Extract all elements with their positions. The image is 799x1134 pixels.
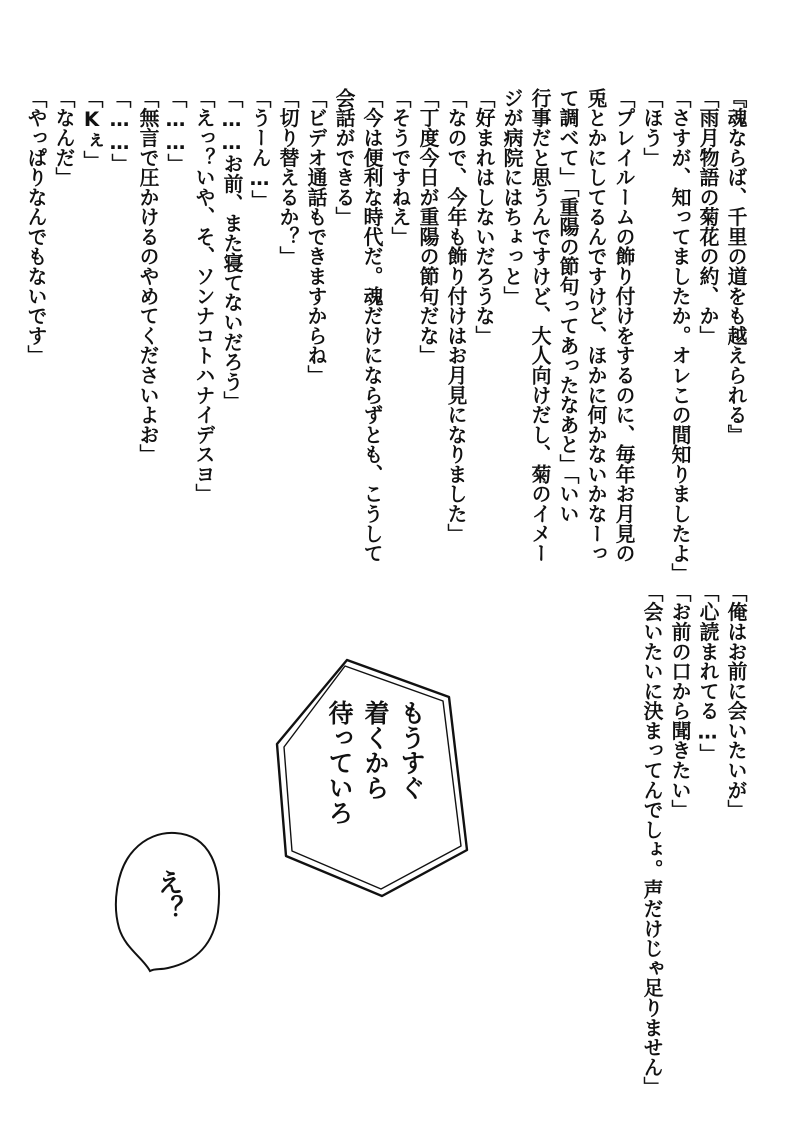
dialogue-line: 「……」 [108,88,131,174]
dialogue-line: 「……お前、また寝てないだろう」 [220,88,243,412]
dialogue-line: 『魂ならば、千里の道をも越えられる』 [724,88,747,445]
hexagon-bubble-line: 着くから [361,700,390,800]
dialogue-line: 「Kぇ」 [80,88,103,171]
dialogue-line: 「うーん…」 [248,88,271,210]
oval-bubble-text: え？ [153,869,183,921]
dialogue-line: 「丁度今日が重陽の節句だな」 [416,88,439,366]
dialogue-line: 「好まれはしないだろうな」 [472,88,495,346]
hexagon-bubble-line: 待っていろ [325,700,354,825]
dialogue-line: ジが病院にはちょっと」 [500,88,523,306]
dialogue-line: 「そうですねえ」 [388,88,411,247]
dialogue-line: 「会いたいに決まってんでしょ。声だけじゃ足りません」 [640,582,663,1097]
dialogue-line: て調べて」「重陽の節句ってあったなあと」「いい [556,88,579,524]
hexagon-bubble-text [321,700,429,825]
dialogue-line: 「ビデオ通話もできますからね」 [304,88,327,385]
dialogue-line: 「お前の口から聞きたい」 [668,582,691,820]
dialogue-line: 「えっ？いや、そ、ソンナコトハナイデスヨ」 [192,88,215,504]
hexagon-bubble-line: もうすぐ [397,700,426,800]
dialogue-line: 行事だと思うんですけど、大人向けだし、菊のイメー [528,88,551,563]
dialogue-line: 「なんだ」 [52,88,75,187]
dialogue-line: 「さすが、知ってましたか。オレこの間知りましたよ」 [668,88,691,583]
dialogue-line: 「……」 [164,88,187,174]
dialogue-line: 「今は便利な時代だ。魂だけにならずとも、こうして [360,88,383,563]
dialogue-line: 会話ができる」 [332,88,355,227]
dialogue-line: 兎とかにしてるんですけど、ほかに何かないかなーっ [584,88,607,563]
dialogue-line: 「やっぱりなんでもないです」 [24,88,47,366]
dialogue-line: 「切り替えるか？」 [276,88,299,267]
dialogue-line: 「なので、今年も飾り付けはお月見になりました」 [444,88,467,544]
dialogue-line: 「無言で圧かけるのやめてくださいよお」 [136,88,159,465]
dialogue-line: 「プレイルームの飾り付けをするのに、毎年お月見の [612,88,635,563]
dialogue-line: 「俺はお前に会いたいが」 [724,582,747,820]
dialogue-line: 「心読まれてる…」 [696,582,719,764]
dialogue-line: 「雨月物語の菊花の約、か」 [696,88,719,346]
dialogue-line: 「ほう」 [640,88,663,168]
